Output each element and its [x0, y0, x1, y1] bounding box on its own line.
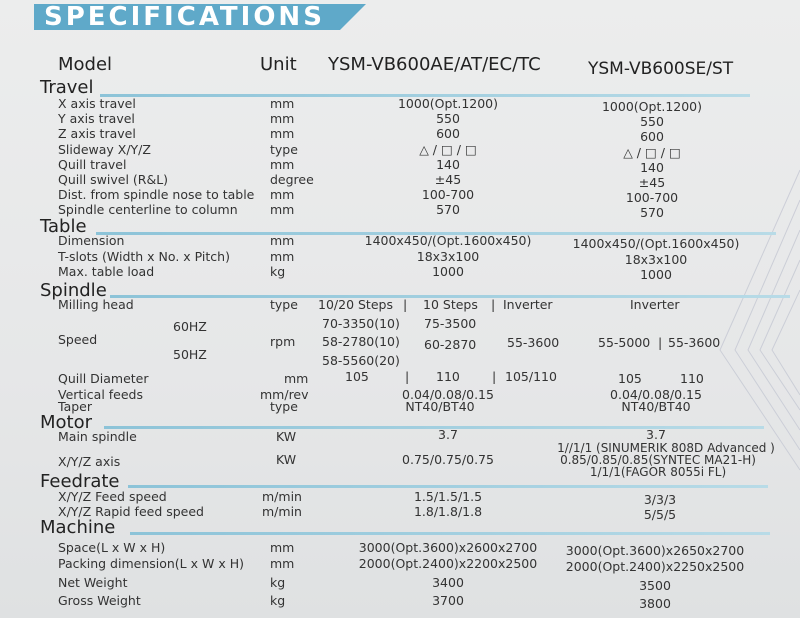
table-row-value-2: 18x3x100 [624, 252, 688, 267]
steps-2: 10 Steps [423, 297, 478, 312]
travel-row-unit: mm [270, 96, 295, 111]
travel-row-value-2: △ / □ / □ [623, 144, 681, 160]
milling-head-unit: type [270, 297, 298, 312]
travel-row-value-2: 100-700 [625, 190, 679, 206]
speed-c: 58-2780(10) [322, 334, 400, 349]
quill-diameter-unit: mm [284, 371, 309, 386]
feedrate-row-label: X/Y/Z Rapid feed speed [58, 504, 204, 519]
travel-row-unit: type [270, 141, 298, 157]
inverter-1: Inverter [503, 297, 553, 312]
feedrate-row-value-2: 5/5/5 [643, 507, 677, 522]
vertical-feeds-v2: 0.04/0.08/0.15 [610, 387, 702, 402]
travel-row-label: Quill travel [58, 156, 127, 172]
taper-v2: NT40/BT40 [621, 399, 691, 414]
travel-row-unit: degree [270, 172, 314, 187]
machine-row-value-1: 3700 [432, 593, 464, 608]
inverter-2: Inverter [630, 297, 680, 312]
machine-row-value-2: 3500 [639, 578, 671, 593]
section-feedrate: Feedrate [40, 471, 120, 492]
section-machine: Machine [40, 517, 116, 538]
machine-row-value-1: 3400 [432, 575, 464, 590]
table-row-label: T-slots (Width x No. x Pitch) [58, 249, 230, 264]
separator: | [403, 297, 408, 312]
table-row-unit: mm [270, 249, 295, 264]
feedrate-row-unit: m/min [262, 504, 302, 519]
travel-row-value-2: 1000(Opt.1200) [601, 99, 703, 114]
separator: | [492, 369, 497, 384]
xyz-axis-v2a: 1//1/1 (SINUMERIK 808D Advanced ) [557, 441, 775, 455]
section-spindle: Spindle [40, 280, 107, 301]
travel-row-unit: mm [270, 156, 295, 172]
speed-e: 55-3600 [507, 335, 560, 350]
header-model: Model [58, 54, 113, 75]
section-travel: Travel [40, 77, 94, 98]
steps-1: 10/20 Steps [318, 297, 393, 312]
travel-row-label: Dist. from spindle nose to table [58, 187, 255, 203]
speed-d: 60-2870 [424, 337, 477, 352]
travel-row-unit: mm [270, 126, 295, 142]
travel-row-value-2: ±45 [638, 175, 666, 190]
vertical-feeds-v1: 0.04/0.08/0.15 [402, 387, 494, 402]
quill-diameter-label: Quill Diameter [58, 371, 149, 386]
page-title: SPECIFICATIONS [44, 2, 325, 32]
header-col2: YSM-VB600SE/ST [588, 59, 734, 79]
travel-row-value-1: 100-700 [421, 187, 475, 203]
quill-v4: 105 [618, 371, 642, 386]
machine-row-value-2: 3800 [639, 596, 671, 611]
machine-row-unit: kg [270, 593, 286, 608]
machine-row-value-1: 2000(Opt.2400)x2200x2500 [358, 556, 538, 571]
machine-row-value-1: 3000(Opt.3600)x2600x2700 [358, 540, 538, 555]
table-row-value-1: 18x3x100 [416, 249, 480, 264]
taper-v1: NT40/BT40 [405, 399, 475, 414]
machine-row-label: Gross Weight [58, 593, 141, 608]
machine-row-unit: mm [270, 540, 295, 555]
travel-row-label: Quill swivel (R&L) [58, 172, 169, 187]
table-row-label: Dimension [58, 233, 125, 248]
taper-label: Taper [58, 399, 92, 414]
main-spindle-v2: 3.7 [646, 427, 666, 442]
hz-60: 60HZ [173, 319, 207, 334]
travel-row-value-1: 140 [436, 156, 460, 172]
xyz-axis-v2b: 0.85/0.85/0.85(SYNTEC MA21-H) [560, 453, 756, 467]
feedrate-row-value-1: 1.5/1.5/1.5 [413, 489, 483, 504]
header-unit: Unit [260, 54, 297, 75]
table-row-value-2: 1000 [640, 267, 672, 282]
machine-row-label: Packing dimension(L x W x H) [58, 556, 244, 571]
quill-v3: 105/110 [505, 369, 557, 384]
travel-row-value-2: 140 [640, 159, 664, 175]
section-table: Table [40, 216, 87, 237]
section-divider [130, 532, 770, 535]
travel-row-label: Y axis travel [58, 111, 135, 127]
machine-row-value-2: 3000(Opt.3600)x2650x2700 [565, 543, 745, 558]
main-spindle-unit: KW [276, 429, 297, 444]
travel-row-value-2: 570 [640, 205, 664, 221]
feedrate-row-value-1: 1.8/1.8/1.8 [413, 504, 483, 519]
quill-v1: 105 [345, 369, 369, 384]
machine-row-label: Space(L x W x H) [58, 540, 166, 555]
feedrate-row-label: X/Y/Z Feed speed [58, 489, 167, 504]
quill-v2: 110 [436, 369, 460, 384]
xyz-axis-unit: KW [276, 452, 297, 467]
table-row-value-2: 1400x450/(Opt.1600x450) [572, 236, 740, 251]
travel-row-label: Slideway X/Y/Z [58, 141, 151, 157]
travel-row-value-1: 1000(Opt.1200) [397, 96, 499, 111]
quill-v5: 110 [680, 371, 704, 386]
machine-row-unit: kg [270, 575, 286, 590]
separator: | [405, 369, 410, 384]
section-motor: Motor [40, 412, 93, 433]
feedrate-row-value-2: 3/3/3 [643, 492, 677, 507]
travel-row-value-2: 600 [640, 129, 664, 145]
speed-f: 58-5560(20) [322, 353, 400, 368]
milling-head-label: Milling head [58, 297, 134, 312]
speed-a: 70-3350(10) [322, 316, 400, 331]
xyz-axis-v1: 0.75/0.75/0.75 [402, 452, 494, 467]
travel-row-value-1: 550 [436, 111, 460, 127]
speed-label: Speed [58, 332, 98, 347]
vertical-feeds-unit: mm/rev [260, 387, 309, 402]
main-spindle-label: Main spindle [58, 429, 137, 444]
travel-row-unit: mm [270, 202, 295, 218]
travel-row-label: X axis travel [58, 96, 136, 111]
machine-row-value-2: 2000(Opt.2400)x2250x2500 [565, 559, 745, 574]
travel-row-value-1: 600 [436, 126, 460, 142]
travel-row-label: Z axis travel [58, 126, 136, 142]
travel-row-value-1: △ / □ / □ [419, 141, 477, 157]
xyz-axis-label: X/Y/Z axis [58, 454, 121, 469]
travel-row-value-1: ±45 [434, 172, 462, 187]
travel-row-value-2: 550 [640, 114, 664, 130]
hz-50: 50HZ [173, 347, 207, 362]
taper-unit: type [270, 399, 298, 414]
table-row-label: Max. table load [58, 264, 155, 279]
table-row-value-1: 1400x450/(Opt.1600x450) [364, 233, 532, 248]
separator: | [491, 297, 496, 312]
xyz-axis-v2c: 1/1/1(FAGOR 8055i FL) [589, 465, 727, 479]
travel-row-unit: mm [270, 187, 295, 203]
travel-row-value-1: 570 [436, 202, 460, 218]
speed-g: 55-5000 [598, 335, 651, 350]
travel-row-label: Spindle centerline to column [58, 202, 238, 218]
machine-row-unit: mm [270, 556, 295, 571]
table-row-unit: mm [270, 233, 295, 248]
section-divider [128, 485, 768, 488]
vertical-feeds-label: Vertical feeds [58, 387, 143, 402]
speed-unit: rpm [270, 334, 296, 349]
table-row-unit: kg [270, 264, 286, 279]
header-col1: YSM-VB600AE/AT/EC/TC [328, 54, 541, 75]
machine-row-label: Net Weight [58, 575, 128, 590]
feedrate-row-unit: m/min [262, 489, 302, 504]
separator: | [658, 335, 663, 350]
travel-row-unit: mm [270, 111, 295, 127]
table-row-value-1: 1000 [432, 264, 464, 279]
speed-b: 75-3500 [424, 316, 477, 331]
speed-h: 55-3600 [668, 335, 721, 350]
main-spindle-v1: 3.7 [438, 427, 458, 442]
banner-triangle [340, 4, 366, 30]
